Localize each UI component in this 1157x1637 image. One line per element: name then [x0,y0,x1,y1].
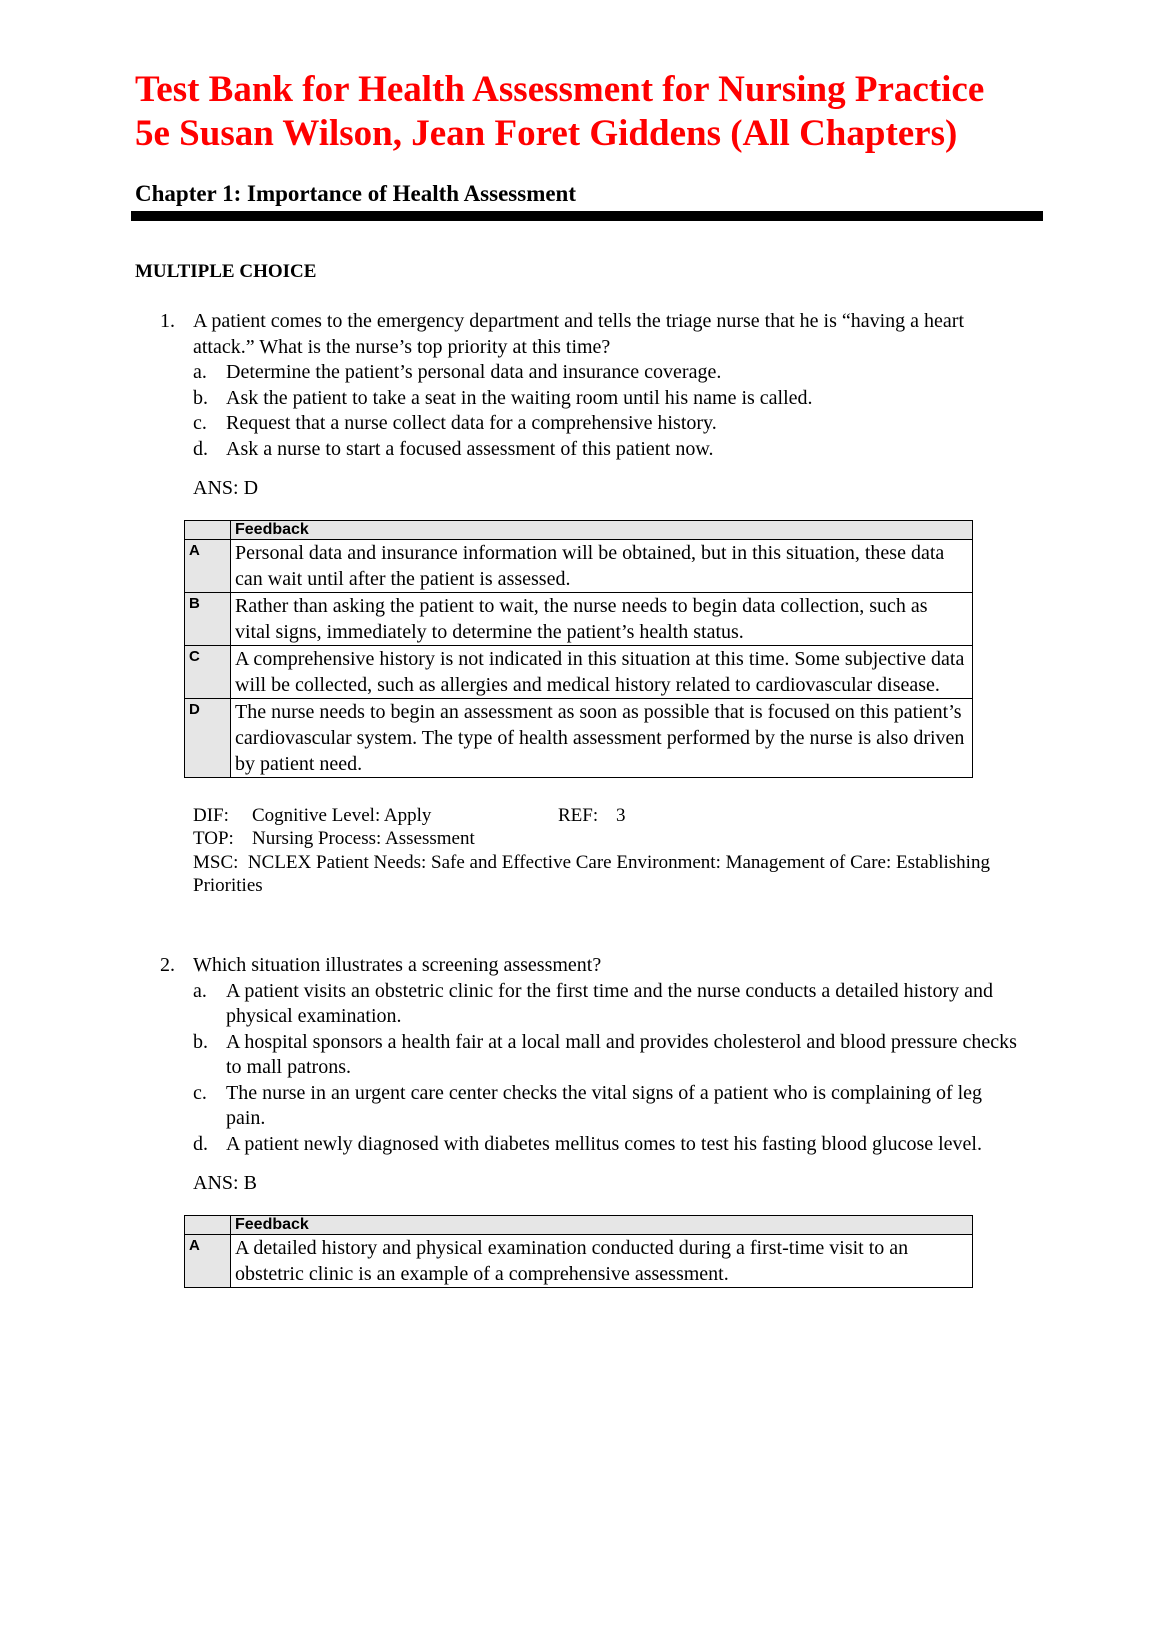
option-b [193,386,1020,412]
feedback-row [185,592,973,645]
option-letter: d. [193,1132,208,1155]
option-letter: c. [193,1081,207,1104]
feedback-header: Feedback [231,1215,973,1234]
feedback-letter: A [185,1234,231,1287]
feedback-letter: C [185,645,231,698]
option-text: A patient newly diagnosed with diabetes mellitus comes to test his fasting blood glucose level. [226,1132,982,1155]
feedback-text: The nurse needs to begin an assessment as soon as possible that is focused on this patient’s cardiovascular system. The type of health assessment performed by the nurse is also driven by patient need. [231,698,973,777]
option-letter: c. [193,412,207,434]
option-letter: a. [193,361,207,383]
section-heading: MULTIPLE CHOICE [135,261,317,282]
option-text: The nurse in an urgent care center checks the vital signs of a patient who is complaining of leg pain. [226,1081,983,1129]
feedback-text: Rather than asking the patient to wait, the nurse needs to begin data collection, such as vital signs, immediately to determine the patient’s health status. [231,592,973,645]
question-stem: Which situation illustrates a screening assessment? [193,954,602,976]
dif-label: DIF: [193,804,229,826]
answer: ANS: B [193,1172,257,1194]
option-a [193,360,1020,386]
option-d [193,437,1020,463]
feedback-table [184,520,973,778]
answer: ANS: D [193,477,259,499]
feedback-row [185,645,973,698]
option-text: A patient visits an obstetric clinic for the first time and the nurse conducts a detailed history and physical examination. [226,979,994,1027]
question-2 [160,953,1020,1288]
option-text: Determine the patient’s personal data and insurance coverage. [226,361,722,383]
feedback-row [185,539,973,592]
question-number: 2. [160,954,175,976]
question-metadata [193,804,1020,898]
feedback-letter: D [185,698,231,777]
heading-rule [131,211,1043,221]
question-1 [160,309,1020,898]
title-line-2: 5e Susan Wilson, Jean Foret Giddens (All Chapters) [135,113,958,154]
ref-value: 3 [616,804,626,826]
feedback-row [185,698,973,777]
option-d [193,1132,1020,1158]
option-text: Ask a nurse to start a focused assessment of this patient now. [226,437,714,460]
option-c [193,1081,1020,1132]
feedback-table [184,1215,973,1288]
top-label: TOP: [193,828,234,849]
option-b [193,1030,1020,1081]
option-a [193,979,1020,1030]
option-text: Ask the patient to take a seat in the waiting room until his name is called. [226,386,813,409]
title-line-1: Test Bank for Health Assessment for Nursing Practice [135,69,985,110]
option-text: Request that a nurse collect data for a comprehensive history. [226,412,717,434]
feedback-text: A comprehensive history is not indicated in this situation at this time. Some subjective data will be collected, such as allergies and medical history related to cardiovascular disease. [231,645,973,698]
msc-label: MSC: [193,851,239,873]
feedback-letter: A [185,539,231,592]
ref-label: REF: [558,804,599,826]
msc-value: NCLEX Patient Needs: Safe and Effective Care Environment: Management of Care: Establishing Priorities [193,851,990,896]
top-value: Nursing Process: Assessment [252,828,475,849]
option-letter: d. [193,437,208,460]
header-blank [185,1215,231,1234]
feedback-text: A detailed history and physical examination conducted during a first-time visit to an obstetric clinic is an example of a comprehensive assessment. [231,1234,973,1287]
feedback-text: Personal data and insurance information will be obtained, but in this situation, these data can wait until after the patient is assessed. [231,539,973,592]
dif-value: Cognitive Level: Apply [252,804,432,826]
option-letter: a. [193,979,207,1002]
option-c [193,411,1020,437]
option-letter: b. [193,1030,208,1053]
document-title [135,68,984,156]
question-number: 1. [160,310,175,332]
header-blank [185,520,231,539]
feedback-row [185,1234,973,1287]
option-text: A hospital sponsors a health fair at a local mall and provides cholesterol and blood pressure checks to mall patrons. [226,1030,1017,1078]
chapter-heading: Chapter 1: Importance of Health Assessment [135,181,577,206]
question-stem: A patient comes to the emergency department and tells the triage nurse that he is “having a heart attack.” What is the nurse’s top priority at this time? [193,310,965,358]
option-letter: b. [193,386,208,409]
feedback-header: Feedback [231,520,973,539]
feedback-letter: B [185,592,231,645]
